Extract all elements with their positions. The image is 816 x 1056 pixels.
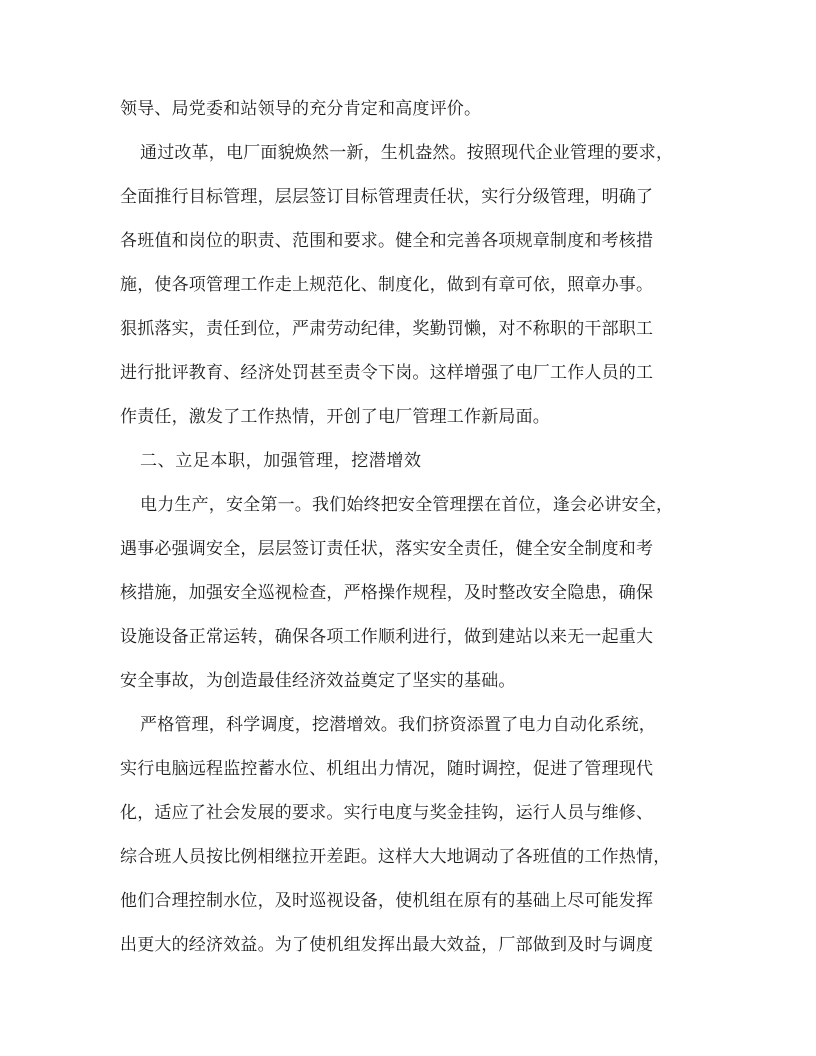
paragraph-first-line: 电力生产，安全第一。我们始终把安全管理摆在首位，逢会必讲安全， — [140, 495, 674, 515]
paragraph-first-line: 严格管理，科学调度，挖潜增效。我们挤资添置了电力自动化系统， — [140, 715, 656, 735]
paragraph-line: 他们合理控制水位，及时巡视设备，使机组在原有的基础上尽可能发挥 — [120, 891, 654, 911]
paragraph-line: 遇事必强调安全，层层签订责任状，落实安全责任，健全安全制度和考 — [120, 539, 654, 559]
paragraph-line: 作责任，激发了工作热情，开创了电厂管理工作新局面。 — [120, 407, 550, 427]
paragraph-line: 全面推行目标管理，层层签订目标管理责任状，实行分级管理，明确了 — [120, 187, 654, 207]
paragraph-first-line: 通过改革，电厂面貌焕然一新，生机盎然。按照现代企业管理的要求， — [140, 143, 674, 163]
paragraph-line: 施，使各项管理工作走上规范化、制度化，做到有章可依，照章办事。 — [120, 275, 654, 295]
paragraph-line: 出更大的经济效益。为了使机组发挥出最大效益，厂部做到及时与调度 — [120, 935, 654, 955]
paragraph-line: 领导、局党委和站领导的充分肯定和高度评价。 — [120, 99, 482, 119]
paragraph-line: 核措施，加强安全巡视检查，严格操作规程，及时整改安全隐患，确保 — [120, 583, 654, 603]
paragraph-line: 各班值和岗位的职责、范围和要求。健全和完善各项规章制度和考核措 — [120, 231, 654, 251]
paragraph-line: 进行批评教育、经济处罚甚至责令下岗。这样增强了电厂工作人员的工 — [120, 363, 654, 383]
paragraph-line: 安全事故，为创造最佳经济效益奠定了坚实的基础。 — [120, 671, 516, 691]
paragraph-line: 狠抓落实，责任到位，严肃劳动纪律，奖勤罚懒，对不称职的干部职工 — [120, 319, 654, 339]
paragraph-line: 综合班人员按比例相继拉开差距。这样大大地调动了各班值的工作热情， — [120, 847, 671, 867]
section-heading: 二、立足本职，加强管理，挖潜增效 — [140, 451, 422, 471]
paragraph-line: 化，适应了社会发展的要求。实行电度与奖金挂钩，运行人员与维修、 — [120, 803, 654, 823]
paragraph-line: 实行电脑远程监控蓄水位、机组出力情况，随时调控，促进了管理现代 — [120, 759, 654, 779]
paragraph-line: 设施设备正常运转，确保各项工作顺利进行，做到建站以来无一起重大 — [120, 627, 654, 647]
